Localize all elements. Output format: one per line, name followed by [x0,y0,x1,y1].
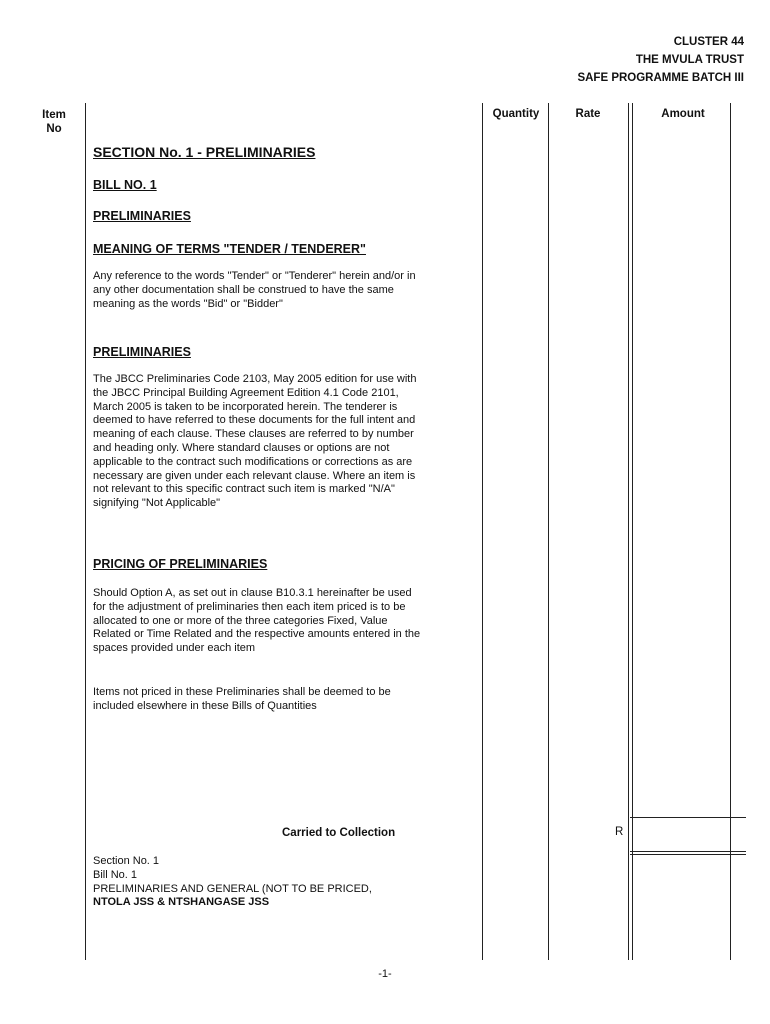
pricing-heading: PRICING OF PRELIMINARIES [93,557,268,571]
currency-symbol: R [615,826,624,838]
rule-amount-column [730,103,731,960]
items-not-priced-text: Items not priced in these Preliminaries shall be deemed to be included elsewhere in these Bills of Quantities [93,686,391,712]
collection-bottom-rule-b [630,854,746,855]
header-trust: THE MVULA TRUST [635,54,744,66]
section-title: SECTION No. 1 - PRELIMINARIES [93,144,316,160]
column-header-item-line1: Item [42,109,66,121]
collection-top-rule [630,817,746,818]
header-programme: SAFE PROGRAMME BATCH III [577,72,744,84]
document-header [577,33,744,87]
preliminaries-heading: PRELIMINARIES [93,209,191,223]
rule-rate-column-b [632,103,633,960]
bill-summary-section: Section No. 1 [93,855,160,867]
header-cluster: CLUSTER 44 [673,36,744,48]
pricing-text: Should Option A, as set out in clause B10.3.1 hereinafter be used for the adjustment of preliminaries then each item priced is to be allocated to one or more of the three categories Fixed, Value Related or Time Related and the respective amounts entered in the spaces provided under each item [93,587,421,655]
bill-number-heading: BILL NO. 1 [93,178,157,192]
preliminaries-text: The JBCC Preliminaries Code 2103, May 2005 edition for use with the JBCC Principal Building Agreement Edition 4.1 Code 2101, March 2005 is taken to be incorporated herein. The tenderer is deemed to have referred to these documents for the full intent and meaning of each clause. These clauses are referred to by number and heading only. Where standard clauses or options are not applicable to the contract such modifications or corrections as are necessary are given under each relevant clause. Where an item is not relevant to this specific contract such item is marked "N/A" signifying "Not Applicable" [93,373,417,510]
bill-summary-schools: NTOLA JSS & NTSHANGASE JSS [93,896,270,909]
page-number: -1- [378,968,392,980]
rule-rate-column-a [628,103,629,960]
column-header-rate: Rate [575,108,601,120]
collection-bottom-rule-a [630,851,746,852]
preliminaries-heading-2: PRELIMINARIES [93,345,191,359]
column-header-item [36,108,72,136]
meaning-of-terms-heading: MEANING OF TERMS "TENDER / TENDERER" [93,242,366,256]
column-header-quantity: Quantity [492,108,540,120]
bill-summary-bill: Bill No. 1 [93,868,138,881]
rule-item-column [85,103,86,960]
bill-summary-block [93,855,372,910]
rule-description-column [482,103,483,960]
meaning-of-terms-text: Any reference to the words "Tender" or "Tenderer" herein and/or in any other documentation shall be construed to have the same meaning as the words "Bid" or "Bidder" [93,270,416,310]
rule-quantity-column [548,103,549,960]
carried-to-collection-label: Carried to Collection [282,827,396,839]
column-header-item-line2: No [46,123,62,135]
column-header-amount: Amount [661,108,705,120]
bill-summary-title: PRELIMINARIES AND GENERAL (NOT TO BE PRICED, [93,882,372,895]
